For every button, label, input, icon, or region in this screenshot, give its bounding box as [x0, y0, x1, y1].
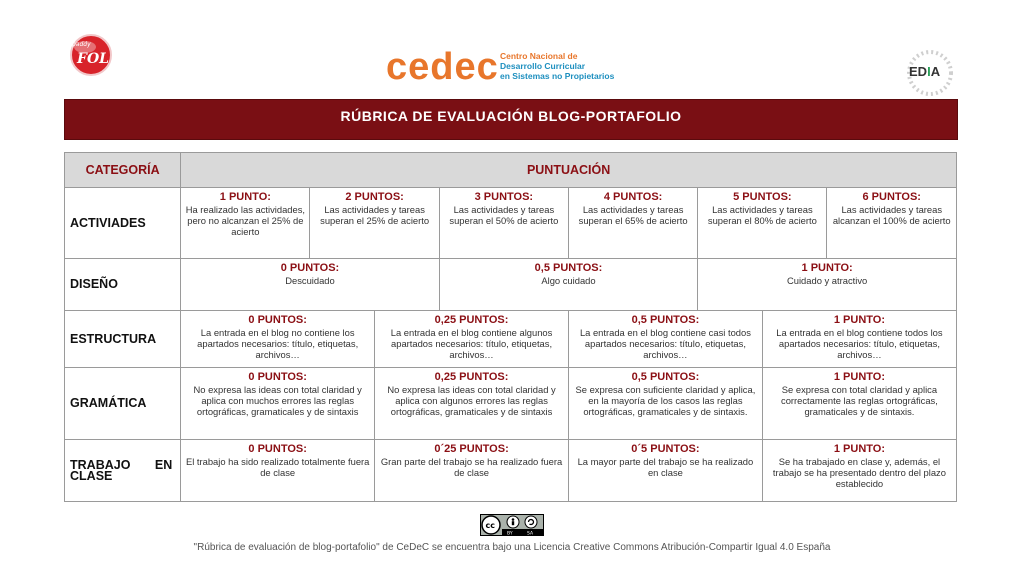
- score-desc: La entrada en el blog contiene todos los apartados necesarios: título, etiquetas, archivos…: [776, 327, 943, 360]
- edia-text-a: ED: [909, 64, 928, 79]
- score-desc: Descuidado: [285, 275, 335, 286]
- score-points: 0 PUNTOS:: [248, 314, 307, 326]
- cedec-wordmark: [386, 47, 499, 87]
- score-cell: [762, 440, 956, 502]
- score-cell: [375, 368, 569, 440]
- score-points: 0,5 PUNTOS:: [534, 262, 603, 274]
- score-desc: La entrada en el blog contiene algunos apartados necesarios: título, etiquetas, archivos…: [390, 327, 553, 360]
- row-actividades: [65, 188, 957, 259]
- score-cell: [181, 259, 440, 311]
- score-desc: Las actividades y tareas superan el 65% de acierto: [578, 204, 688, 226]
- score-points: 3 PUNTOS:: [474, 191, 534, 203]
- score-cell: [762, 368, 956, 440]
- score-points: 1 PUNTO:: [833, 443, 885, 455]
- score-cell: [310, 188, 439, 259]
- sa-icon: [525, 516, 537, 528]
- score-desc: La mayor parte del trabajo se ha realizado en clase: [577, 456, 754, 478]
- cc-badge-graphic: [480, 514, 544, 536]
- cedec-subtitle-line: en Sistemas no Propietarios: [500, 71, 615, 81]
- score-points: 1 PUNTO:: [833, 314, 885, 326]
- score-points: 1 PUNTO:: [833, 371, 885, 383]
- score-header: PUNTUACIÓN: [181, 153, 957, 188]
- score-points: 2 PUNTOS:: [345, 191, 404, 203]
- edia-text: [909, 64, 940, 79]
- score-desc: Ha realizado las actividades, pero no alcanzan el 25% de acierto: [185, 204, 306, 237]
- rubric-table: [64, 152, 957, 502]
- score-points: 6 PUNTOS:: [862, 191, 921, 203]
- score-desc: Se expresa con suficiente claridad y aplica, en la mayoría de los casos las reglas ortográficas, gramaticales y de sintaxis.: [575, 384, 756, 417]
- row-diseno: [65, 259, 957, 311]
- row-trabajo: [65, 440, 957, 502]
- score-cell: [375, 440, 569, 502]
- score-points: 0,25 PUNTOS:: [434, 371, 509, 383]
- score-cell: [568, 368, 762, 440]
- score-cell: [568, 311, 762, 368]
- header-row: [65, 153, 957, 188]
- row-gramatica: [65, 368, 957, 440]
- category-diseno: DISEÑO: [65, 259, 181, 311]
- score-points: 0,5 PUNTOS:: [631, 314, 700, 326]
- cedec-wordmark-text: cedec: [386, 46, 499, 88]
- row-estructura: [65, 311, 957, 368]
- cedec-subtitle: [500, 51, 614, 81]
- category-trabajo-line2: CLASE: [70, 468, 113, 483]
- category-estructura: ESTRUCTURA: [65, 311, 181, 368]
- license-text: "Rúbrica de evaluación de blog-portafolio" de CeDeC se encuentra bajo una Licencia Creative Commons Atribución-Compartir Igual 4.0 España: [193, 542, 831, 553]
- score-desc: La entrada en el blog no contiene los apartados necesarios: título, etiquetas, archivos…: [197, 327, 359, 360]
- score-desc: No expresa las ideas con total claridad y aplica con algunos errores las reglas ortográficas, gramaticales y de sintaxis: [387, 384, 556, 417]
- fol-small-text: paddy: [72, 41, 91, 48]
- category-trabajo-word: TRABAJO: [70, 457, 131, 472]
- fol-logo-graphic: [66, 32, 116, 78]
- score-desc: Se ha trabajado en clase y, además, el trabajo se ha presentado dentro del plazo establecido: [772, 456, 946, 489]
- edia-logo: [903, 50, 957, 96]
- score-cell: [568, 440, 762, 502]
- score-points: 0´25 PUNTOS:: [434, 443, 509, 455]
- score-cell: [439, 259, 698, 311]
- score-points: 0 PUNTOS:: [280, 262, 340, 274]
- score-cell: [827, 188, 957, 259]
- score-cell: [698, 259, 957, 311]
- score-desc: Las actividades y tareas superan el 25% de acierto: [320, 204, 430, 226]
- score-points: 1 PUNTO:: [801, 262, 853, 274]
- score-points: 0´5 PUNTOS:: [631, 443, 700, 455]
- score-cell: [181, 311, 375, 368]
- score-points: 0,25 PUNTOS:: [434, 314, 509, 326]
- score-desc: Cuidado y atractivo: [786, 275, 868, 286]
- score-points: 0 PUNTOS:: [248, 443, 307, 455]
- category-trabajo: [65, 440, 181, 502]
- by-label: BY: [507, 531, 513, 536]
- category-gramatica: GRAMÁTICA: [65, 368, 181, 440]
- cedec-subtitle-line: Centro Nacional de: [500, 51, 578, 61]
- page-title: RÚBRICA DE EVALUACIÓN BLOG-PORTAFOLIO: [64, 99, 958, 140]
- score-desc: Gran parte del trabajo se ha realizado fuera de clase: [380, 456, 563, 478]
- fol-text: FOL: [77, 51, 109, 67]
- score-cell: [181, 368, 375, 440]
- cedec-logo: [386, 47, 636, 91]
- score-points: 0 PUNTOS:: [248, 371, 307, 383]
- score-desc: La entrada en el blog contiene casi todos apartados necesarios: título, etiquetas, archivos…: [579, 327, 751, 360]
- score-cell: [181, 440, 375, 502]
- category-header: CATEGORÍA: [65, 153, 181, 188]
- fol-logo: [66, 32, 116, 78]
- score-cell: [375, 311, 569, 368]
- score-cell: [181, 188, 310, 259]
- category-actividades: ACTIVIADES: [65, 188, 181, 259]
- score-desc: El trabajo ha sido realizado totalmente fuera de clase: [185, 456, 370, 478]
- cc-license-badge[interactable]: [480, 514, 544, 536]
- score-points: 0,5 PUNTOS:: [631, 371, 700, 383]
- score-desc: Algo cuidado: [541, 275, 596, 286]
- score-desc: Las actividades y tareas superan el 80% de acierto: [707, 204, 817, 226]
- score-desc: No expresa las ideas con total claridad y aplica con muchos errores las reglas ortográficas, gramaticales y de sintaxis: [193, 384, 362, 417]
- score-cell: [762, 311, 956, 368]
- score-points: 1 PUNTO:: [219, 191, 271, 203]
- score-points: 5 PUNTOS:: [733, 191, 792, 203]
- score-points: 4 PUNTOS:: [603, 191, 663, 203]
- score-cell: [568, 188, 697, 259]
- score-desc: Las actividades y tareas alcanzan el 100% de acierto: [832, 204, 951, 226]
- edia-text-b: I: [927, 64, 931, 79]
- cc-icon-text: cc: [485, 521, 495, 530]
- edia-text-c: A: [930, 64, 941, 79]
- score-desc: Se expresa con total claridad y aplica correctamente las reglas ortográficas, gramaticales y de sintaxis.: [781, 384, 938, 417]
- score-cell: [698, 188, 827, 259]
- cedec-subtitle-line: Desarrollo Curricular: [500, 61, 586, 71]
- score-desc: Las actividades y tareas superan el 50% de acierto: [449, 204, 559, 226]
- sa-label: SA: [527, 531, 534, 536]
- category-trabajo-word: EN: [154, 457, 173, 472]
- score-cell: [439, 188, 568, 259]
